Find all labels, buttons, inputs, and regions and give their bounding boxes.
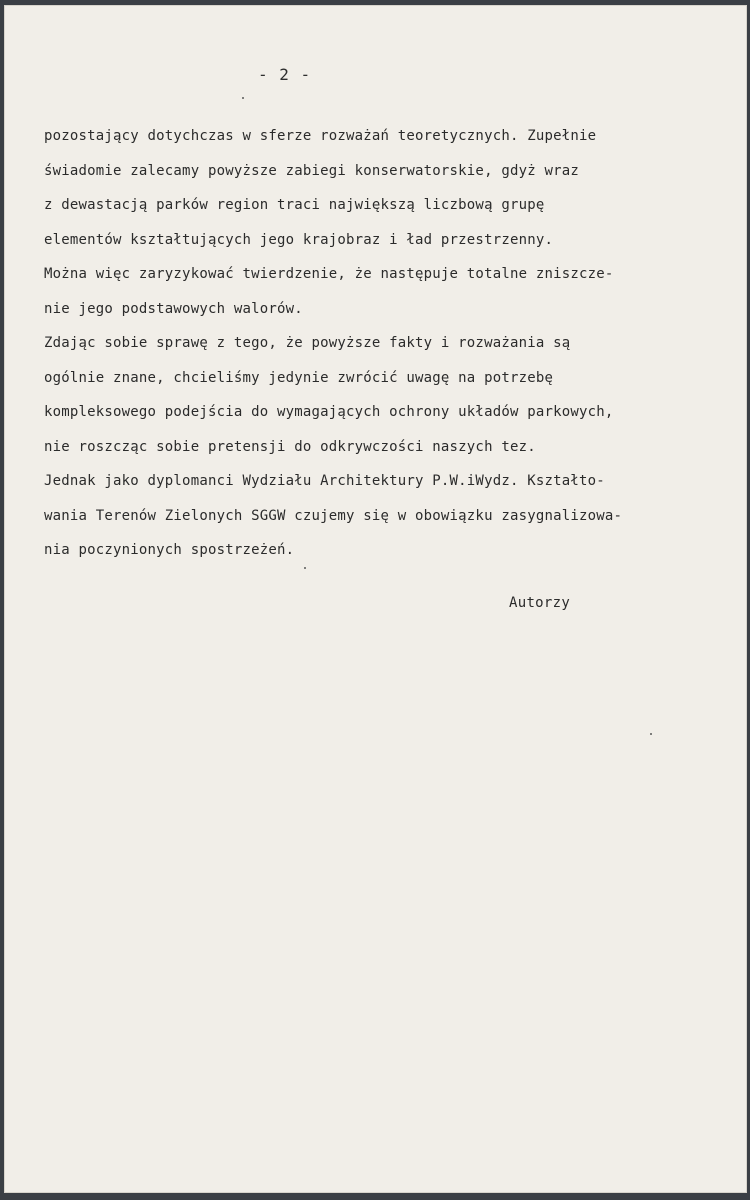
ink-speck [242, 97, 244, 99]
page-number: - 2 - [258, 65, 312, 84]
text-line: Zdając sobie sprawę z tego, że powyższe fakty i rozważania są [44, 335, 571, 351]
text-line: ogólnie znane, chcieliśmy jedynie zwrócić uwagę na potrzebę [44, 369, 554, 386]
signature: Autorzy [509, 595, 571, 611]
text-line: nie jego podstawowych walorów. [44, 300, 303, 317]
text-line: wania Terenów Zielonych SGGW czujemy się w obowiązku zasygnalizowa- [44, 507, 623, 524]
text-line: Można więc zaryzykować twierdzenie, że następuje totalne zniszcze- [44, 266, 614, 282]
ink-speck [304, 567, 306, 569]
text-line: elementów kształtujących jego krajobraz i ład przestrzenny. [44, 231, 554, 248]
text-line: z dewastacją parków region traci największą liczbową grupę [44, 197, 545, 213]
text-line: nie roszcząc sobie pretensji do odkrywczości naszych tez. [44, 438, 536, 455]
ink-speck [650, 733, 652, 735]
text-line: Jednak jako dyplomanci Wydziału Architektury P.W.iWydz. Kształto- [44, 473, 605, 489]
text-line: pozostający dotychczas w sferze rozważań teoretycznych. Zupełnie [44, 128, 597, 144]
text-line: nia poczynionych spostrzeżeń. [44, 542, 295, 558]
text-line: świadomie zalecamy powyższe zabiegi konserwatorskie, gdyż wraz [44, 162, 579, 179]
body-text [44, 122, 734, 571]
text-line: kompleksowego podejścia do wymagających ochrony układów parkowych, [44, 404, 614, 420]
document-page [4, 5, 747, 1193]
